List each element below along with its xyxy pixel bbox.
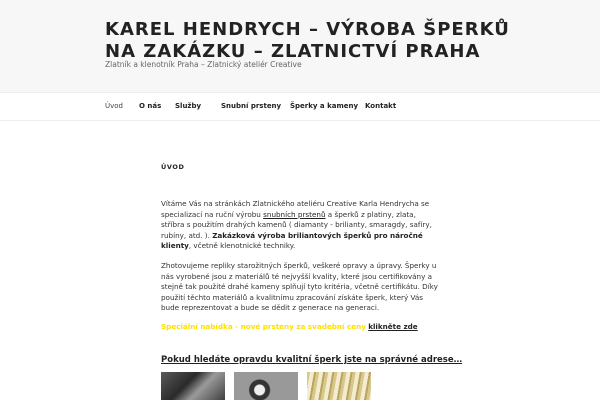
jewelry-photo-2[interactable] (234, 372, 298, 400)
page-title: ÚVOD (161, 163, 185, 171)
intro-text-2: a šperků z platiny, zlata, stříbra s použitím drahých kamenů ( diamanty - brilianty, smaragdy, safíry, rubíny, atd. ). (161, 209, 432, 240)
intro-bold-text: Zakázková výroba briliantových šperků pro náročné klienty (161, 230, 423, 250)
nav-item-sluzby[interactable]: Služby (175, 102, 202, 110)
special-offer-text: Speciální nabídka - nové prsteny za svadební ceny (161, 322, 366, 331)
nav-item-snubni-prsteny[interactable]: Snubní prsteny (221, 102, 282, 110)
intro-text-1: Vítáme Vás na stránkách Zlatnického ateliéru Creative Karla Hendrycha se specializací na ruční výrobu (161, 199, 430, 219)
main-navigation (0, 92, 600, 121)
jewelry-photo-1[interactable] (161, 372, 225, 400)
nav-item-sperky-a-kameny[interactable]: Šperky a kameny (290, 102, 359, 110)
nav-item-uvod[interactable]: Úvod (105, 102, 123, 110)
special-offer (161, 322, 441, 333)
quality-heading: Pokud hledáte opravdu kvalitní šperk jste na správné adrese… (161, 355, 463, 365)
site-header (0, 0, 600, 92)
intro-text-3: , včetně klenotnické techniky. (188, 241, 296, 250)
jewelry-photo-3[interactable] (307, 372, 371, 400)
nav-item-o-nas[interactable]: O nás (139, 102, 162, 110)
nav-item-kontakt[interactable]: Kontakt (365, 102, 397, 110)
replicas-paragraph: Zhotovujeme repliky starožitných šperků, veškeré opravy a úpravy. Šperky u nás vyrobené jsou z materiálů té nejvyšší kvality, které jsou certifikovány a stejně tak použité drahé kameny splňují tyto kritéria, včetně certifikátu. Díky použití těchto materiálů a kvalitnímu zpracování získáte šperk, který Vás bude reprezentovat a bude se dědit z generace na generaci. (161, 261, 438, 312)
snubni-prsteny-link[interactable]: snubních prstenů (263, 209, 326, 219)
intro-paragraph (161, 199, 441, 252)
site-description: Zlatník a klenotník Praha – Zlatnický ateliér Creative (105, 60, 302, 69)
special-offer-link[interactable]: klikněte zde (368, 322, 418, 331)
site-title[interactable]: KAREL HENDRYCH – VÝROBA ŠPERKŮ NA ZAKÁZKU – ZLATNICTVÍ PRAHA (105, 19, 510, 62)
